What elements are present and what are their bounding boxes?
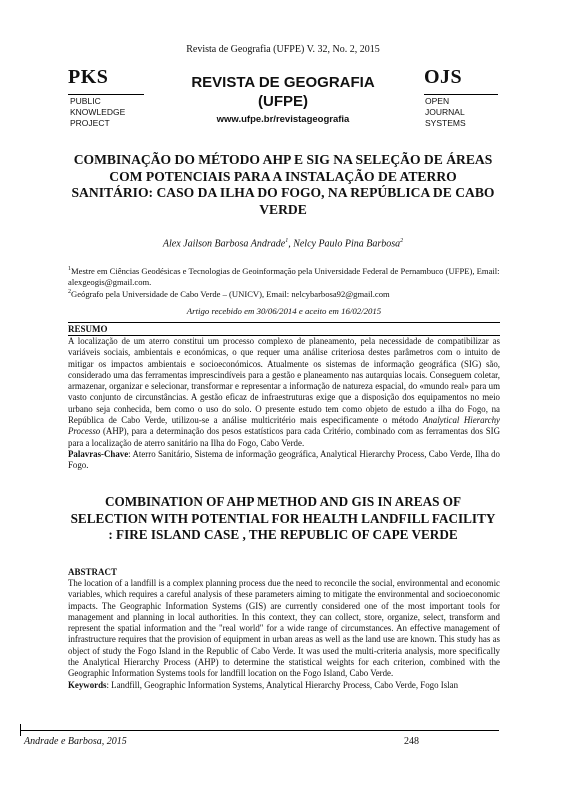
author-line [70, 238, 496, 249]
ojs-logo: OJS [424, 66, 463, 88]
author-superscript: 1 [285, 238, 289, 244]
paper-title-en: COMBINATION OF AHP METHOD AND GIS IN AREAS OF SELECTION WITH POTENTIAL FOR HEALTH LANDFILL FACILITY : FIRE ISLAND CASE , THE REPUBLIC OF CAPE VERDE [70, 494, 496, 542]
resumo-text [68, 336, 500, 472]
resumo-top-rule [68, 322, 500, 323]
keywords-label-pt: Palavras-Chave [68, 448, 129, 459]
resumo-body: A localização de um aterro constitui um processo complexo de planeamento, pela necessidade de compatibilizar as variáveis sociais, ambientais e económicas, o que requer uma análise criteriosa destes parâmetros com o intuito de mitigar os impactos ambientais e socioeconómicos. Atualmente os sistemas de informação geográfica (SIG) são, considerado uma das ferramentas imprescindíveis para a gestão e planeamento nas autarquias locais. Conseguem coletar, armazenar, organizar e selecionar, transformar e representar a informação de natureza espacial, do «mundo real» para um vasto conjunto de circunstâncias. A gestão eficaz de infraestruturas exige que a disposição dos equipamentos no meio urbano seja conhecida, bem como o uso do solo. O presente estudo tem como objeto de estudo a ilha do Fogo, na República de Cabo Verde, utilizou-se a análise multicritério mais especificamente o método [68, 336, 500, 426]
received-date: Artigo recebido em 30/06/2014 e aceito em 16/02/2015 [186, 306, 382, 316]
journal-url[interactable]: www.ufpe.br/revistageografia [216, 114, 350, 125]
journal-title-line2: (UFPE) [258, 93, 308, 110]
paper-title-pt: COMBINAÇÃO DO MÉTODO AHP E SIG NA SELEÇÃO DE ÁREAS COM POTENCIAIS PARA A INSTALAÇÃO DE ATERRO SANITÁRIO: CASO DA ILHA DO FOGO, NA REPÚBLICA DE CABO VERDE [71, 152, 495, 217]
keywords-en: : Landfill, Geographic Information Systems, Analytical Hierarchy Process, Cabo Verde, Fogo Islan [106, 679, 459, 690]
pks-subtitle [70, 96, 125, 129]
keywords-label-en: Keywords [68, 679, 107, 690]
footer-authors: Andrade e Barbosa, 2015 [24, 736, 127, 747]
pks-line: PUBLIC [70, 96, 101, 106]
ojs-rule [424, 94, 498, 95]
author-name: Nelcy Paulo Pina Barbosa [293, 238, 401, 250]
keywords-pt: : Aterro Sanitário, Sistema de informação geográfica, Analytical Hierarchy Process, Cabo Verde, Ilha do Fogo. [68, 448, 500, 471]
ojs-line: OPEN [425, 96, 450, 106]
pks-line: KNOWLEDGE [70, 107, 126, 117]
pks-line: PROJECT [70, 118, 110, 128]
footer-rule-left-tick [20, 724, 21, 736]
resumo-method: Analytical Hierarchy Processo [68, 415, 500, 437]
affiliation-1 [68, 264, 500, 288]
journal-title-line1: REVISTA DE GEOGRAFIA [191, 74, 375, 91]
journal-title [160, 73, 406, 111]
affiliation-text: Mestre em Ciências Geodésicas e Tecnologias de Geoinformação pela Universidade Federal de Pernambuco (UFPE), Email: alexgeogis@gmail.com. [68, 265, 500, 287]
resumo-heading: RESUMO [68, 324, 108, 334]
ojs-line: JOURNAL [425, 107, 465, 117]
affiliation-text: Geógrafo pela Universidade de Cabo Verde – (UNICV), Email: nelcybarbosa92@gmail.com [71, 288, 390, 299]
abstract-body: The location of a landfill is a complex planning process due the need to reconcile the social, environmental and economic variables, which requires a careful analysis of these parameters aiming to mitigate the environmental and socioeconomic impacts. The Geographic Information Systems (GIS) are currently considered one of the most important tools for management and planning in local authorities. In this context, they can collect, store, organize, select, transform and represent the spatial information and the "real world" for a wide range of circumstances. An effective management of infrastructure requires that the provision of equipment in urban areas as well as the land use are known. This study has as object of study the Fogo Island in the Republic of Cabo Verde. It was used the multi-criteria analysis, more specifically the Analytical Hierarchy Process (AHP) to determine the statistical weights for each criterion, combined with the Geographic Information Systems tools for landfill location on the Fogo Island, Cabo Verde. [68, 578, 500, 679]
affiliation-superscript: 1 [68, 266, 71, 272]
author-name: Alex Jailson Barbosa Andrade [162, 238, 286, 250]
abstract-heading: ABSTRACT [68, 567, 118, 577]
ojs-subtitle [425, 96, 466, 129]
affiliation-2 [68, 287, 500, 300]
page-number: 248 [404, 736, 419, 747]
pks-logo: PKS [68, 66, 109, 88]
resumo-body-end: (AHP), para a determinação dos pesos estatísticos para cada Critério, combinado com as ferramentas dos SIG para a localização de aterro sanitário na Ilha do Fogo, Cabo Verde. [68, 426, 500, 448]
affiliation-superscript: 2 [68, 289, 71, 295]
ojs-line: SYSTEMS [425, 118, 466, 128]
pks-rule [68, 94, 144, 95]
author-separator: , [288, 238, 294, 250]
abstract-text [68, 578, 500, 691]
running-header: Revista de Geografia (UFPE) V. 32, No. 2, 2015 [186, 44, 380, 55]
footer-rule [20, 730, 499, 731]
author-superscript: 2 [400, 238, 404, 244]
